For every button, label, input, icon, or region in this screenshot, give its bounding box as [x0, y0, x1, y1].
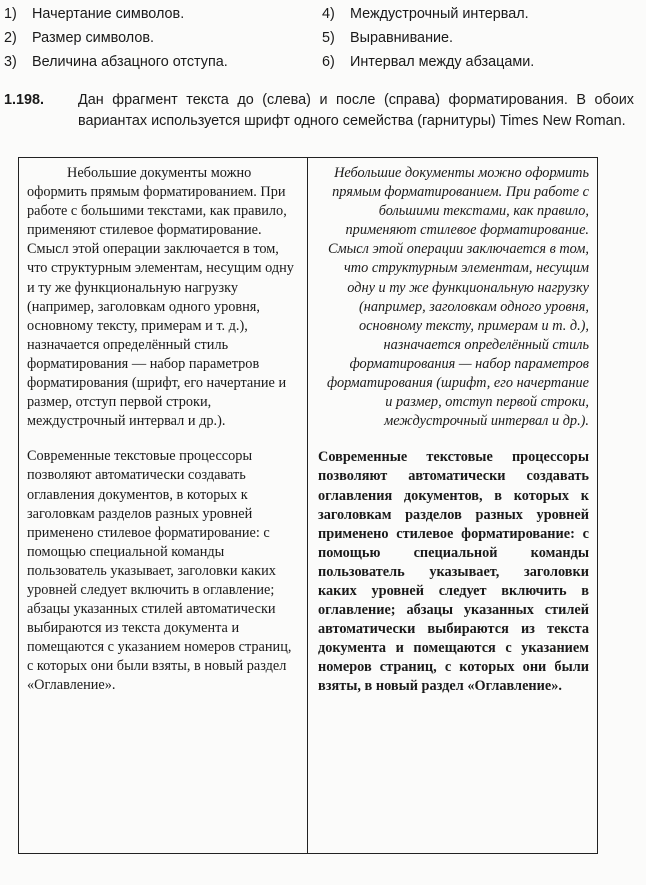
option-item — [4, 4, 322, 24]
option-number: 6) — [322, 54, 335, 70]
task-text: Дан фрагмент текста до (слева) и после (справа) форматирования. В обоих вариантах используется шрифт одного семейства (гарнитуры) Times New Roman. — [78, 92, 634, 129]
option-number: 4) — [322, 6, 335, 22]
option-item — [4, 52, 322, 72]
task-block — [4, 90, 634, 132]
comparison-table — [18, 157, 598, 854]
option-text: Выравнивание. — [350, 30, 454, 46]
option-text: Размер символов. — [32, 30, 154, 46]
option-text: Величина абзацного отступа. — [32, 54, 228, 70]
option-item — [322, 52, 634, 72]
before-column — [19, 158, 308, 853]
option-number: 5) — [322, 30, 335, 46]
option-number: 2) — [4, 30, 17, 46]
before-paragraph-1: Небольшие документы можно оформить прямым форматированием. При работе с большими текстами, как правило, применяют стилевое форматирование. Смысл этой операции заключается в том, что структурным элементам, несущим одну и ту же функциональную нагрузку (например, заголовкам одного уровня, основному тексту, примерам и т. д.), назначается определённый стиль форматирования — набор параметров форматирования (шрифт, его начертание и размер, отступ первой строки, междустрочный интервал и др.). — [27, 165, 294, 430]
option-number: 1) — [4, 6, 17, 22]
option-item — [322, 4, 634, 24]
after-paragraph-2: Современные текстовые процессоры позволяют автоматически создавать оглавления документов, в которых к заголовкам разделов разных уровней применено стилевое форматирование: с помощью специальной команды пользователь указывает, заголовки каких уровней следует включить в оглавление; абзацы указанных стилей автоматически выбираются из текста документа и помещаются с указанием номеров страниц, с которых они были взяты, в новый раздел «Оглавление». — [318, 449, 589, 695]
option-item — [322, 28, 634, 48]
formatting-options-list — [4, 4, 634, 72]
option-text: Начертание символов. — [32, 6, 185, 22]
before-paragraph-2: Современные текстовые процессоры позволяют автоматически создавать оглавления документов, в которых к заголовкам разделов разных уровней применено стилевое форматирование: с помощью специальной команды пользователь указывает, заголовки каких уровней следует включить в оглавление; абзацы указанных стилей автоматически выбираются из текста документа и помещаются с указанием номеров страниц, с которых они были взяты, в новый раздел «Оглавление». — [27, 448, 292, 694]
task-number: 1.198. — [4, 92, 45, 108]
option-text: Междустрочный интервал. — [350, 6, 529, 22]
option-number: 3) — [4, 54, 17, 70]
after-column — [308, 158, 597, 853]
option-text: Интервал между абзацами. — [350, 54, 535, 70]
after-paragraph-1: Небольшие документы можно оформить прямым форматированием. При работе с большими текстами, как правило, применяют стилевое форматирование. Смысл этой операции заключается в том, что структурным элементам, несущим одну и ту же функциональную нагрузку (например, заголовкам одного уровня, основному тексту, примерам и т. д.), назначается определённый стиль форматирования — набор параметров форматирования (шрифт, его начертание и размер, отступ первой строки, междустрочный интервал и др.). — [326, 165, 589, 430]
option-item — [4, 28, 322, 48]
